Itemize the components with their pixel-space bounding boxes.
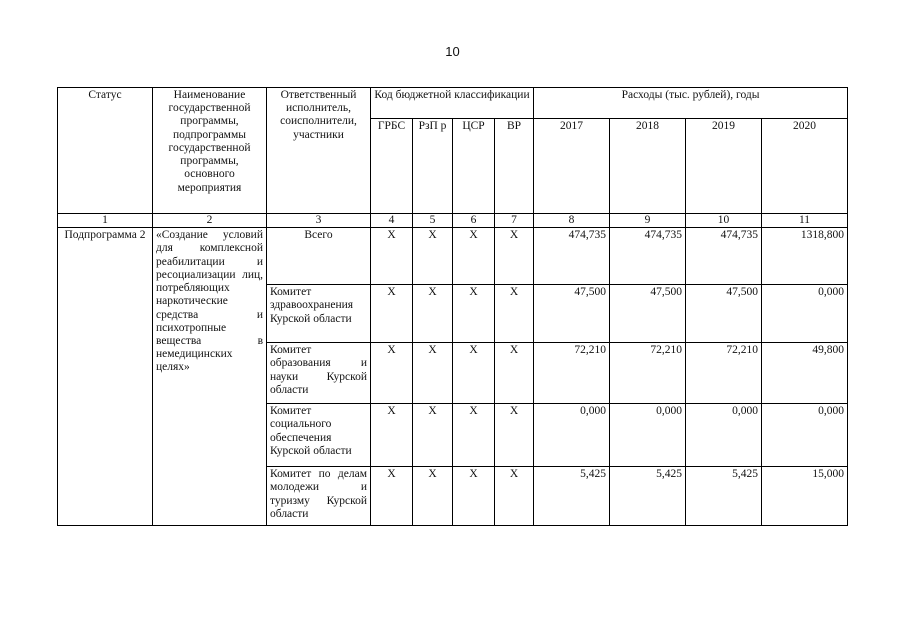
- header-rzpr: РзП р: [413, 119, 453, 214]
- amount-2019: 0,000: [686, 404, 762, 467]
- csr-cell: Х: [453, 285, 495, 343]
- rzpr-cell: Х: [413, 404, 453, 467]
- grbs-cell: Х: [371, 228, 413, 285]
- amount-2017: 47,500: [534, 285, 610, 343]
- vr-cell: Х: [495, 343, 534, 404]
- page-number: 10: [445, 44, 460, 59]
- amount-2017: 72,210: [534, 343, 610, 404]
- vr-cell: Х: [495, 467, 534, 526]
- amount-2017: 474,735: [534, 228, 610, 285]
- header-csr: ЦСР: [453, 119, 495, 214]
- table-row: [58, 228, 848, 285]
- amount-2020: 15,000: [762, 467, 848, 526]
- executor-cell: Комитет по делам молодежи и туризму Курской области: [267, 467, 371, 526]
- executor-cell: Комитет образования и науки Курской области: [267, 343, 371, 404]
- amount-2020: 1318,800: [762, 228, 848, 285]
- grbs-cell: Х: [371, 467, 413, 526]
- header-expenses: Расходы (тыс. рублей), годы: [534, 88, 848, 119]
- amount-2018: 0,000: [610, 404, 686, 467]
- csr-cell: Х: [453, 467, 495, 526]
- amount-2020: 0,000: [762, 404, 848, 467]
- csr-cell: Х: [453, 404, 495, 467]
- header-year-2018: 2018: [610, 119, 686, 214]
- amount-2019: 474,735: [686, 228, 762, 285]
- amount-2020: 0,000: [762, 285, 848, 343]
- header-vr: ВР: [495, 119, 534, 214]
- rzpr-cell: Х: [413, 228, 453, 285]
- column-number: 9: [610, 214, 686, 228]
- header-status: Статус: [58, 88, 153, 214]
- grbs-cell: Х: [371, 285, 413, 343]
- header-program-name: Наименование государственной программы, подпрограммы государственной программы, основного мероприятия: [153, 88, 267, 214]
- amount-2018: 47,500: [610, 285, 686, 343]
- amount-2019: 72,210: [686, 343, 762, 404]
- column-number-row: [58, 214, 848, 228]
- status-cell: Подпрограмма 2: [58, 228, 153, 526]
- rzpr-cell: Х: [413, 285, 453, 343]
- column-number: 7: [495, 214, 534, 228]
- header-row-top: [58, 88, 848, 119]
- amount-2019: 5,425: [686, 467, 762, 526]
- vr-cell: Х: [495, 228, 534, 285]
- grbs-cell: Х: [371, 343, 413, 404]
- column-number: 6: [453, 214, 495, 228]
- budget-table: [57, 87, 848, 526]
- column-number: 2: [153, 214, 267, 228]
- column-number: 8: [534, 214, 610, 228]
- amount-2020: 49,800: [762, 343, 848, 404]
- amount-2019: 47,500: [686, 285, 762, 343]
- rzpr-cell: Х: [413, 467, 453, 526]
- executor-cell: Всего: [267, 228, 371, 285]
- column-number: 10: [686, 214, 762, 228]
- executor-cell: Комитет здравоохранения Курской области: [267, 285, 371, 343]
- column-number: 4: [371, 214, 413, 228]
- column-number: 5: [413, 214, 453, 228]
- amount-2018: 474,735: [610, 228, 686, 285]
- amount-2017: 5,425: [534, 467, 610, 526]
- column-number: 1: [58, 214, 153, 228]
- rzpr-cell: Х: [413, 343, 453, 404]
- column-number: 11: [762, 214, 848, 228]
- amount-2018: 72,210: [610, 343, 686, 404]
- amount-2018: 5,425: [610, 467, 686, 526]
- header-grbs: ГРБС: [371, 119, 413, 214]
- amount-2017: 0,000: [534, 404, 610, 467]
- vr-cell: Х: [495, 285, 534, 343]
- header-responsible: Ответственный исполнитель, соисполнители, участники: [267, 88, 371, 214]
- executor-cell: Комитет социального обеспечения Курской области: [267, 404, 371, 467]
- header-year-2017: 2017: [534, 119, 610, 214]
- header-year-2020: 2020: [762, 119, 848, 214]
- vr-cell: Х: [495, 404, 534, 467]
- csr-cell: Х: [453, 228, 495, 285]
- csr-cell: Х: [453, 343, 495, 404]
- header-year-2019: 2019: [686, 119, 762, 214]
- column-number: 3: [267, 214, 371, 228]
- program-name-cell: «Создание условий для комплексной реабилитации и ресоциализации лиц, потребляющих наркотические средства и психотропные вещества в немедицинских целях»: [153, 228, 267, 526]
- header-budget-code: Код бюджетной классификации: [371, 88, 534, 119]
- grbs-cell: Х: [371, 404, 413, 467]
